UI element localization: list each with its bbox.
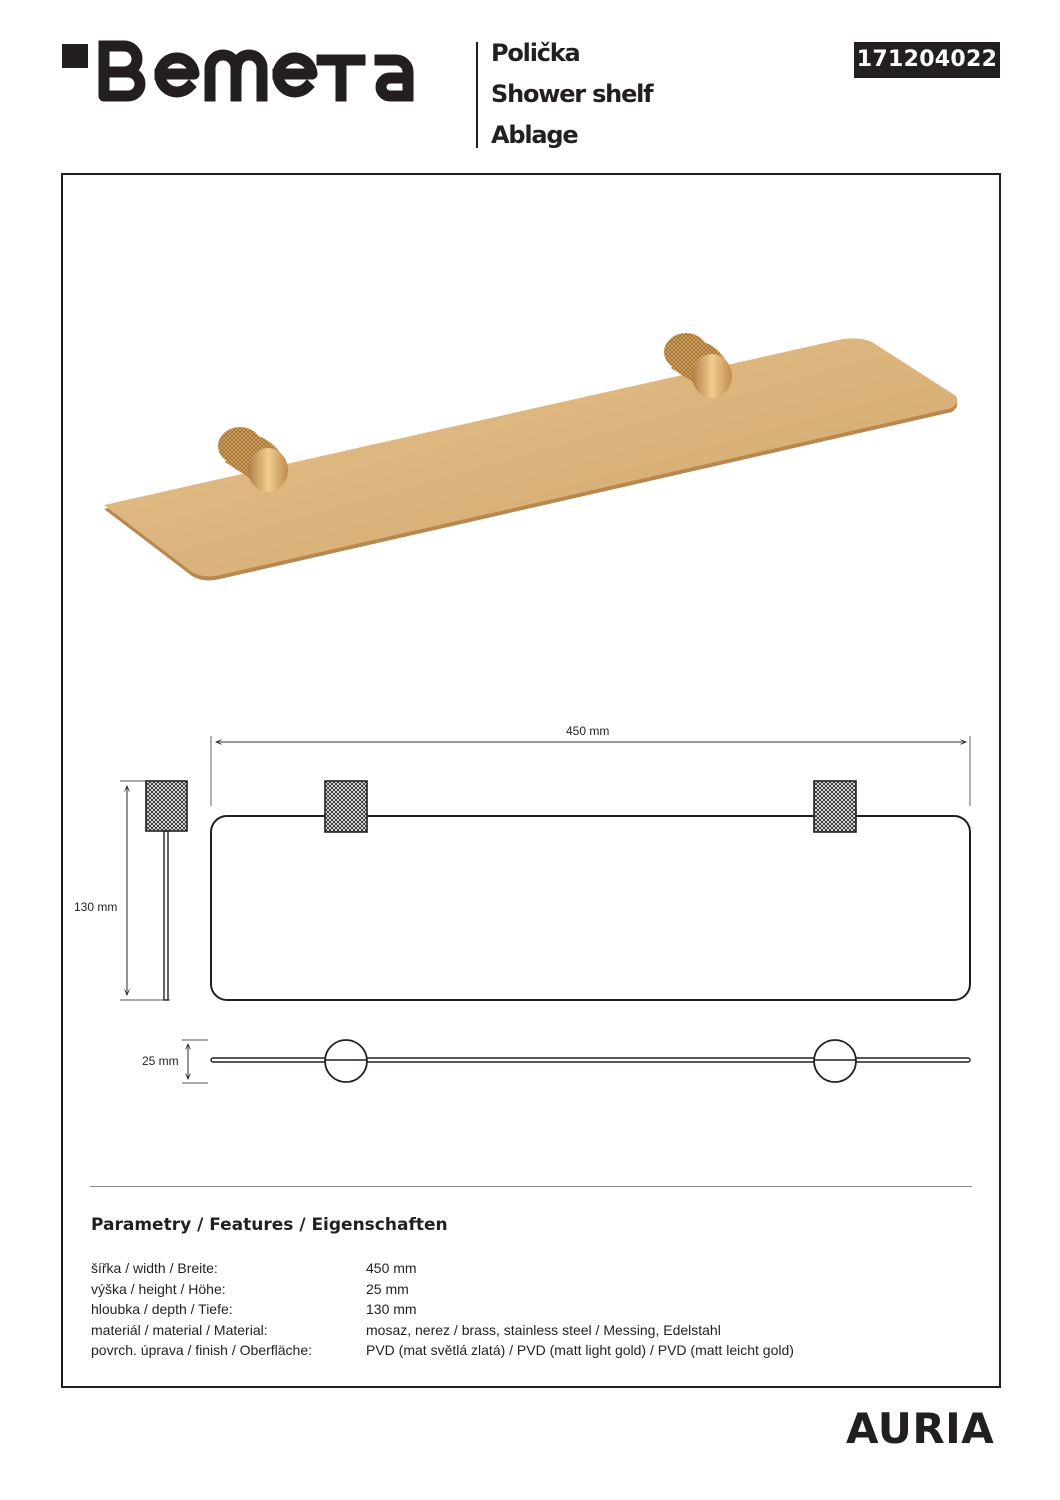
spec-label-finish: povrch. úprava / finish / Oberfläche: (91, 1342, 312, 1358)
spec-value-material: mosaz, nerez / brass, stainless steel / Messing, Edelstahl (366, 1321, 721, 1338)
spec-value-depth: 130 mm (366, 1301, 417, 1317)
spec-value-width: 450 mm (366, 1260, 417, 1276)
spec-value-height: 25 mm (366, 1280, 409, 1297)
section-divider (90, 1186, 972, 1187)
product-render (104, 333, 957, 580)
spec-label-height: výška / height / Höhe: (91, 1280, 226, 1297)
width-dimension-label: 450 mm (566, 724, 610, 738)
spec-label-material: materiál / material / Material: (91, 1321, 268, 1338)
front-view (211, 736, 970, 1000)
product-code-badge: 171204022 (854, 42, 1000, 78)
product-title-cs: Polička (491, 39, 580, 67)
product-title-de: Ablage (491, 121, 578, 149)
product-title-en: Shower shelf (491, 80, 653, 108)
top-view (182, 1040, 970, 1083)
spec-label-width: šířka / width / Breite: (91, 1260, 218, 1276)
height-dimension-label: 25 mm (142, 1054, 179, 1068)
depth-dimension-label: 130 mm (74, 900, 118, 914)
spec-label-depth: hloubka / depth / Tiefe: (91, 1301, 233, 1317)
series-name: AURIA (846, 1404, 995, 1453)
spec-value-finish: PVD (mat světlá zlatá) / PVD (matt light gold) / PVD (matt leicht gold) (366, 1342, 794, 1358)
features-heading: Parametry / Features / Eigenschaften (91, 1215, 448, 1235)
side-view (120, 781, 187, 1000)
